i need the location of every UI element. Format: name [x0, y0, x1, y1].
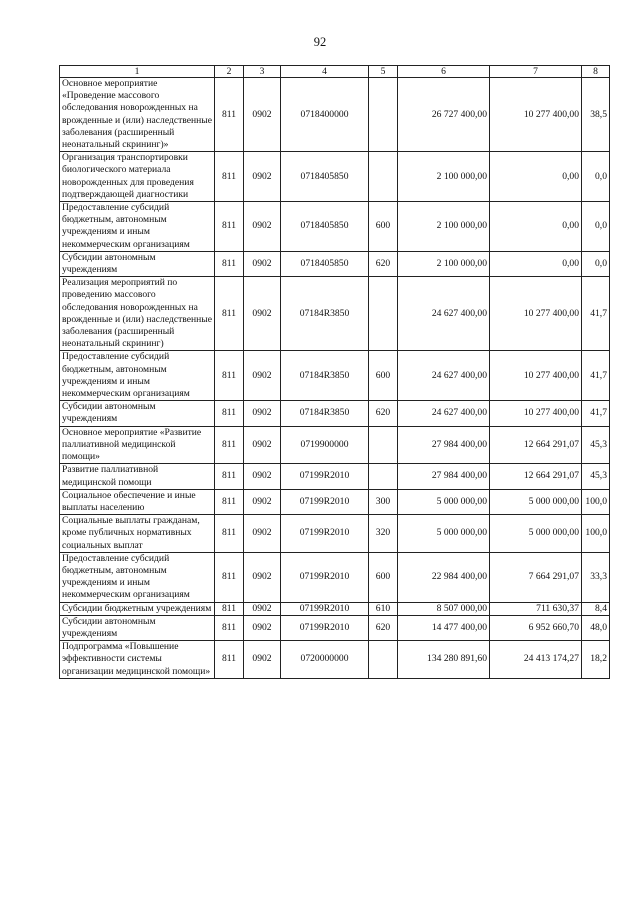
- header-cell: 6: [398, 66, 490, 78]
- table-row: [60, 515, 610, 553]
- executed-amount-cell: 7 664 291,07: [490, 552, 582, 602]
- expense-type-cell: 320: [369, 515, 398, 553]
- executed-amount-cell: 10 277 400,00: [490, 78, 582, 152]
- section-code-cell: 0902: [244, 202, 281, 252]
- ministry-code-cell: 811: [215, 152, 244, 202]
- execution-percent-cell: 0,0: [582, 251, 610, 276]
- item-name-cell: Основное мероприятие «Развитие паллиативной медицинской помощи»: [60, 426, 215, 464]
- section-code-cell: 0902: [244, 152, 281, 202]
- execution-percent-cell: 8,4: [582, 602, 610, 615]
- item-name-cell: Субсидии бюджетным учреждениям: [60, 602, 215, 615]
- section-code-cell: 0902: [244, 401, 281, 426]
- section-code-cell: 0902: [244, 277, 281, 351]
- item-name-cell: Подпрограмма «Повышение эффективности системы организации медицинской помощи»: [60, 641, 215, 679]
- executed-amount-cell: 10 277 400,00: [490, 277, 582, 351]
- ministry-code-cell: 811: [215, 78, 244, 152]
- executed-amount-cell: 10 277 400,00: [490, 351, 582, 401]
- execution-percent-cell: 45,3: [582, 464, 610, 489]
- expense-type-cell: 600: [369, 202, 398, 252]
- item-name-cell: Социальное обеспечение и иные выплаты населению: [60, 489, 215, 514]
- executed-amount-cell: 0,00: [490, 152, 582, 202]
- execution-percent-cell: 33,3: [582, 552, 610, 602]
- ministry-code-cell: 811: [215, 251, 244, 276]
- section-code-cell: 0902: [244, 426, 281, 464]
- ministry-code-cell: 811: [215, 489, 244, 514]
- ministry-code-cell: 811: [215, 615, 244, 640]
- table-header-row: [60, 66, 610, 78]
- item-name-cell: Социальные выплаты гражданам, кроме публичных нормативных социальных выплат: [60, 515, 215, 553]
- execution-percent-cell: 41,7: [582, 277, 610, 351]
- target-article-cell: 07199R2010: [281, 515, 369, 553]
- planned-amount-cell: 27 984 400,00: [398, 426, 490, 464]
- planned-amount-cell: 5 000 000,00: [398, 515, 490, 553]
- executed-amount-cell: 12 664 291,07: [490, 464, 582, 489]
- ministry-code-cell: 811: [215, 202, 244, 252]
- item-name-cell: Предоставление субсидий бюджетным, автономным учреждениям и иным некоммерческим организациям: [60, 351, 215, 401]
- expense-type-cell: [369, 464, 398, 489]
- item-name-cell: Субсидии автономным учреждениям: [60, 401, 215, 426]
- item-name-cell: Субсидии автономным учреждениям: [60, 615, 215, 640]
- expense-type-cell: [369, 152, 398, 202]
- ministry-code-cell: 811: [215, 552, 244, 602]
- item-name-cell: Реализация мероприятий по проведению массового обследования новорожденных на врожденные и (или) наследственные заболевания (расширенный неонатальный скрининг): [60, 277, 215, 351]
- section-code-cell: 0902: [244, 351, 281, 401]
- section-code-cell: 0902: [244, 78, 281, 152]
- expense-type-cell: [369, 641, 398, 679]
- table-row: [60, 152, 610, 202]
- ministry-code-cell: 811: [215, 515, 244, 553]
- planned-amount-cell: 2 100 000,00: [398, 152, 490, 202]
- executed-amount-cell: 6 952 660,70: [490, 615, 582, 640]
- ministry-code-cell: 811: [215, 602, 244, 615]
- target-article-cell: 0718405850: [281, 152, 369, 202]
- item-name-cell: Организация транспортировки биологического материала новорожденных для проведения подтверждающей диагностики: [60, 152, 215, 202]
- ministry-code-cell: 811: [215, 426, 244, 464]
- section-code-cell: 0902: [244, 615, 281, 640]
- executed-amount-cell: 5 000 000,00: [490, 515, 582, 553]
- executed-amount-cell: 0,00: [490, 251, 582, 276]
- table-row: [60, 464, 610, 489]
- target-article-cell: 07199R2010: [281, 615, 369, 640]
- executed-amount-cell: 5 000 000,00: [490, 489, 582, 514]
- target-article-cell: 07199R2010: [281, 552, 369, 602]
- item-name-cell: Субсидии автономным учреждениям: [60, 251, 215, 276]
- planned-amount-cell: 2 100 000,00: [398, 202, 490, 252]
- table-row: [60, 251, 610, 276]
- target-article-cell: 0719900000: [281, 426, 369, 464]
- ministry-code-cell: 811: [215, 401, 244, 426]
- expense-type-cell: 620: [369, 251, 398, 276]
- table-row: [60, 615, 610, 640]
- expense-type-cell: 610: [369, 602, 398, 615]
- planned-amount-cell: 24 627 400,00: [398, 401, 490, 426]
- planned-amount-cell: 24 627 400,00: [398, 351, 490, 401]
- header-cell: 4: [281, 66, 369, 78]
- budget-table: [59, 65, 610, 679]
- planned-amount-cell: 8 507 000,00: [398, 602, 490, 615]
- header-cell: 8: [582, 66, 610, 78]
- execution-percent-cell: 48,0: [582, 615, 610, 640]
- expense-type-cell: 300: [369, 489, 398, 514]
- execution-percent-cell: 18,2: [582, 641, 610, 679]
- page-number: 92: [313, 35, 327, 49]
- execution-percent-cell: 45,3: [582, 426, 610, 464]
- target-article-cell: 07199R2010: [281, 489, 369, 514]
- table-row: [60, 489, 610, 514]
- target-article-cell: 07199R2010: [281, 464, 369, 489]
- planned-amount-cell: 22 984 400,00: [398, 552, 490, 602]
- planned-amount-cell: 134 280 891,60: [398, 641, 490, 679]
- executed-amount-cell: 10 277 400,00: [490, 401, 582, 426]
- target-article-cell: 0718405850: [281, 251, 369, 276]
- table-row: [60, 202, 610, 252]
- planned-amount-cell: 5 000 000,00: [398, 489, 490, 514]
- planned-amount-cell: 14 477 400,00: [398, 615, 490, 640]
- section-code-cell: 0902: [244, 602, 281, 615]
- expense-type-cell: [369, 78, 398, 152]
- table-row: [60, 426, 610, 464]
- header-cell: 2: [215, 66, 244, 78]
- target-article-cell: 07184R3850: [281, 351, 369, 401]
- executed-amount-cell: 0,00: [490, 202, 582, 252]
- target-article-cell: 07184R3850: [281, 401, 369, 426]
- execution-percent-cell: 41,7: [582, 351, 610, 401]
- table-row: [60, 641, 610, 679]
- execution-percent-cell: 38,5: [582, 78, 610, 152]
- expense-type-cell: [369, 277, 398, 351]
- execution-percent-cell: 100,0: [582, 515, 610, 553]
- table-row: [60, 277, 610, 351]
- target-article-cell: 07199R2010: [281, 602, 369, 615]
- execution-percent-cell: 41,7: [582, 401, 610, 426]
- header-cell: 1: [60, 66, 215, 78]
- ministry-code-cell: 811: [215, 464, 244, 489]
- table-row: [60, 78, 610, 152]
- executed-amount-cell: 711 630,37: [490, 602, 582, 615]
- target-article-cell: 0718405850: [281, 202, 369, 252]
- expense-type-cell: 600: [369, 351, 398, 401]
- target-article-cell: 0718400000: [281, 78, 369, 152]
- header-cell: 3: [244, 66, 281, 78]
- planned-amount-cell: 27 984 400,00: [398, 464, 490, 489]
- section-code-cell: 0902: [244, 251, 281, 276]
- table-row: [60, 401, 610, 426]
- planned-amount-cell: 2 100 000,00: [398, 251, 490, 276]
- table-row: [60, 552, 610, 602]
- planned-amount-cell: 26 727 400,00: [398, 78, 490, 152]
- ministry-code-cell: 811: [215, 277, 244, 351]
- item-name-cell: Развитие паллиативной медицинской помощи: [60, 464, 215, 489]
- expense-type-cell: 620: [369, 615, 398, 640]
- header-cell: 7: [490, 66, 582, 78]
- target-article-cell: 0720000000: [281, 641, 369, 679]
- section-code-cell: 0902: [244, 552, 281, 602]
- execution-percent-cell: 0,0: [582, 202, 610, 252]
- execution-percent-cell: 0,0: [582, 152, 610, 202]
- section-code-cell: 0902: [244, 464, 281, 489]
- header-cell: 5: [369, 66, 398, 78]
- item-name-cell: Предоставление субсидий бюджетным, автономным учреждениям и иным некоммерческим организациям: [60, 202, 215, 252]
- ministry-code-cell: 811: [215, 641, 244, 679]
- expense-type-cell: 620: [369, 401, 398, 426]
- executed-amount-cell: 12 664 291,07: [490, 426, 582, 464]
- item-name-cell: Основное мероприятие «Проведение массового обследования новорожденных на врожденные и (или) наследственные заболевания (расширенный неонатальный скрининг)»: [60, 78, 215, 152]
- table-row: [60, 351, 610, 401]
- section-code-cell: 0902: [244, 641, 281, 679]
- section-code-cell: 0902: [244, 515, 281, 553]
- expense-type-cell: 600: [369, 552, 398, 602]
- table-body: [60, 66, 610, 679]
- expense-type-cell: [369, 426, 398, 464]
- section-code-cell: 0902: [244, 489, 281, 514]
- executed-amount-cell: 24 413 174,27: [490, 641, 582, 679]
- target-article-cell: 07184R3850: [281, 277, 369, 351]
- execution-percent-cell: 100,0: [582, 489, 610, 514]
- table-row: [60, 602, 610, 615]
- item-name-cell: Предоставление субсидий бюджетным, автономным учреждениям и иным некоммерческим организациям: [60, 552, 215, 602]
- ministry-code-cell: 811: [215, 351, 244, 401]
- planned-amount-cell: 24 627 400,00: [398, 277, 490, 351]
